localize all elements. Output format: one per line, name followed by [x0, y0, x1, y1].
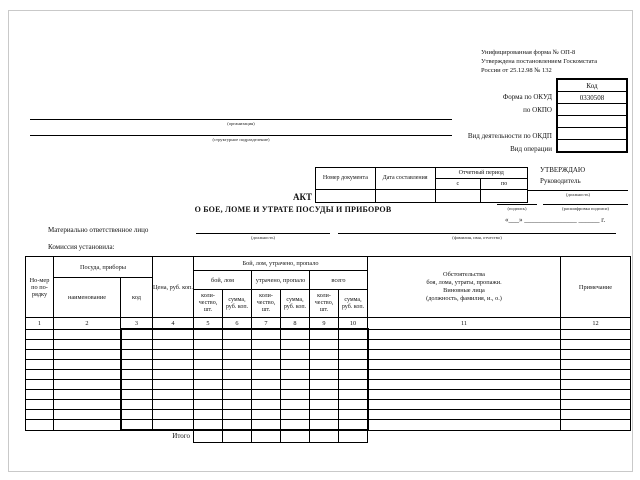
empty-cell: [339, 350, 368, 360]
empty-cell: [310, 380, 339, 390]
empty-cell: [54, 329, 121, 340]
operation-label: Вид операции: [510, 145, 552, 153]
empty-cell: [26, 370, 54, 380]
empty-cell: [339, 410, 368, 420]
col-header-sum-all: сумма, руб. коп.: [339, 290, 368, 318]
col-header-circumstances: [368, 257, 561, 318]
empty-cell: [339, 340, 368, 350]
empty-cell: [252, 360, 281, 370]
empty-cell: [561, 360, 631, 370]
empty-cell: [26, 420, 54, 431]
table-body: [26, 329, 631, 430]
empty-cell: [561, 350, 631, 360]
empty-cell: [194, 380, 223, 390]
circumstances-line-1: Обстоятельства: [443, 271, 485, 278]
empty-cell: [223, 380, 252, 390]
empty-cell: [281, 410, 310, 420]
period-to-header: по: [481, 179, 528, 190]
col-num-5: 5: [194, 318, 223, 330]
okpo-value: [557, 104, 627, 116]
empty-cell: [368, 410, 561, 420]
empty-cell: [153, 400, 194, 410]
table-row: [26, 329, 631, 340]
col-num-12: 12: [561, 318, 631, 330]
doc-date-header: Дата составления: [375, 168, 435, 190]
signature-hint: (подпись): [507, 206, 527, 211]
empty-cell: [561, 329, 631, 340]
signature-line: [497, 204, 537, 205]
period-from-header: с: [435, 179, 481, 190]
responsible-name-hint: (фамилия, имя, отчество): [452, 235, 502, 240]
sub-header-broken: бой, лом: [194, 271, 252, 290]
col-header-name: наименование: [54, 278, 121, 318]
period-header: Отчетный период: [435, 168, 528, 179]
col-num-8: 8: [281, 318, 310, 330]
circumstances-line-4: (должность, фамилия, и., о.): [426, 295, 502, 302]
empty-cell: [252, 370, 281, 380]
empty-cell: [121, 380, 153, 390]
col-num-11: 11: [368, 318, 561, 330]
meta-line-2: Утверждена постановлением Госкомстата: [481, 58, 598, 65]
empty-cell: [339, 390, 368, 400]
col-num-3: 3: [121, 318, 153, 330]
col-header-sum-lost: сумма, руб. коп.: [281, 290, 310, 318]
empty-cell: [153, 390, 194, 400]
empty-cell: [310, 340, 339, 350]
doc-number-header: Номер документа: [316, 168, 376, 190]
approve-position-line: [528, 190, 628, 191]
empty-cell: [368, 340, 561, 350]
empty-cell: [339, 370, 368, 380]
signature-name-hint: (расшифровка подписи): [562, 206, 609, 211]
empty-cell: [368, 329, 561, 340]
total-label: Итого: [172, 432, 190, 441]
col-header-number: Но-мер по по-рядку: [26, 257, 54, 318]
empty-cell: [561, 420, 631, 431]
empty-cell: [339, 420, 368, 431]
column-number-row: [26, 318, 631, 330]
empty-cell: [26, 380, 54, 390]
empty-cell: [26, 340, 54, 350]
empty-cell: [223, 390, 252, 400]
department-line: [30, 135, 452, 136]
empty-cell: [281, 350, 310, 360]
col-num-1: 1: [26, 318, 54, 330]
empty-cell: [281, 380, 310, 390]
empty-cell: [54, 340, 121, 350]
period-to-value: [481, 190, 528, 203]
act-subject: О БОЕ, ЛОМЕ И УТРАТЕ ПОСУДЫ И ПРИБОРОВ: [194, 205, 392, 214]
empty-cell: [54, 400, 121, 410]
col-header-qty-all: коли-чество, шт.: [310, 290, 339, 318]
col-header-price: Цена, руб. коп.: [153, 257, 194, 318]
empty-cell: [310, 400, 339, 410]
empty-cell: [223, 350, 252, 360]
empty-cell: [561, 400, 631, 410]
empty-cell: [561, 410, 631, 420]
empty-cell: [121, 329, 153, 340]
empty-cell: [223, 410, 252, 420]
table-row: [26, 370, 631, 380]
empty-cell: [281, 329, 310, 340]
approve-position-hint: (должность): [565, 192, 591, 197]
meta-line-1: Унифицированная форма № ОП-8: [481, 49, 576, 56]
empty-cell: [54, 350, 121, 360]
empty-cell: [121, 340, 153, 350]
empty-cell: [54, 420, 121, 431]
table-row: [26, 390, 631, 400]
empty-cell: [121, 370, 153, 380]
empty-cell: [121, 390, 153, 400]
empty-cell: [26, 410, 54, 420]
empty-cell: [252, 390, 281, 400]
empty-cell: [368, 420, 561, 431]
empty-cell: [339, 400, 368, 410]
group-header-dishes: Посуда, приборы: [54, 257, 153, 278]
empty-cell: [252, 380, 281, 390]
table-row: [26, 360, 631, 370]
empty-cell: [368, 360, 561, 370]
period-from-value: [435, 190, 481, 203]
empty-cell: [368, 370, 561, 380]
col-num-10: 10: [339, 318, 368, 330]
empty-cell: [121, 420, 153, 431]
department-hint: (структурное подразделение): [212, 137, 270, 142]
empty-cell: [223, 329, 252, 340]
empty-cell: [252, 329, 281, 340]
empty-cell: [310, 390, 339, 400]
signature-name-line: [543, 204, 628, 205]
code-header: Код: [557, 79, 627, 92]
empty-cell: [368, 380, 561, 390]
empty-cell: [310, 410, 339, 420]
empty-cell: [281, 390, 310, 400]
empty-cell: [153, 410, 194, 420]
doc-date-value: [375, 190, 435, 203]
empty-cell: [252, 410, 281, 420]
table-row: [26, 400, 631, 410]
empty-cell: [153, 360, 194, 370]
circumstances-line-3: Виновные лица: [443, 287, 485, 294]
sub-header-all: всего: [310, 271, 368, 290]
empty-cell: [26, 350, 54, 360]
empty-cell: [153, 380, 194, 390]
empty-cell: [54, 360, 121, 370]
okpo-label: по ОКПО: [523, 106, 552, 114]
empty-cell: [153, 420, 194, 431]
sub-header-lost: утрачено, пропало: [252, 271, 310, 290]
responsible-position-line: [196, 233, 330, 234]
act-title: АКТ: [292, 192, 312, 202]
total-spacer: [368, 430, 631, 443]
empty-cell: [54, 390, 121, 400]
empty-cell: [252, 350, 281, 360]
empty-cell: [223, 370, 252, 380]
okdp-value: [557, 128, 627, 140]
organization-line: [30, 119, 452, 120]
meta-line-3: России от 25.12.98 № 132: [481, 67, 552, 74]
empty-cell: [194, 410, 223, 420]
group-header-loss: Бой, лом, утрачено, пропало: [194, 257, 368, 271]
empty-cell: [153, 340, 194, 350]
code-box: [556, 78, 628, 153]
approve-role: Руководитель: [540, 177, 581, 185]
total-qty-broken: [194, 430, 223, 443]
okud-value: 0330508: [557, 92, 627, 104]
empty-cell: [26, 329, 54, 340]
empty-cell: [252, 340, 281, 350]
empty-cell: [194, 329, 223, 340]
main-table: [25, 256, 631, 443]
empty-cell: [310, 420, 339, 431]
empty-cell: [368, 390, 561, 400]
empty-cell: [561, 390, 631, 400]
col-num-6: 6: [223, 318, 252, 330]
empty-cell: [54, 380, 121, 390]
empty-cell: [281, 360, 310, 370]
col-header-qty-lost: коли-чество, шт.: [252, 290, 281, 318]
col-header-code: код: [121, 278, 153, 318]
col-header-qty-broken: коли-чество, шт.: [194, 290, 223, 318]
responsible-label: Материально ответственное лицо: [48, 226, 149, 234]
table-row: [26, 350, 631, 360]
empty-cell: [153, 350, 194, 360]
organization-hint: (организация): [227, 121, 255, 126]
empty-cell: [561, 370, 631, 380]
empty-cell: [26, 390, 54, 400]
empty-cell: [121, 350, 153, 360]
empty-cell: [194, 400, 223, 410]
operation-value: [557, 140, 627, 153]
spacer-cell: [557, 116, 627, 128]
approve-title: УТВЕРЖДАЮ: [540, 166, 586, 174]
okdp-label: Вид деятельности по ОКДП: [467, 132, 552, 140]
empty-cell: [339, 360, 368, 370]
doc-number-value: [316, 190, 376, 203]
empty-cell: [339, 380, 368, 390]
empty-cell: [310, 350, 339, 360]
circumstances-line-2: боя, лома, утраты, пропажи.: [426, 279, 502, 286]
empty-cell: [561, 340, 631, 350]
empty-cell: [310, 360, 339, 370]
total-sum-all: [339, 430, 368, 443]
empty-cell: [223, 400, 252, 410]
empty-cell: [561, 380, 631, 390]
col-header-sum-broken: сумма, руб. коп.: [223, 290, 252, 318]
total-row: [26, 430, 631, 443]
form-meta: [481, 48, 597, 75]
empty-cell: [310, 329, 339, 340]
empty-cell: [153, 370, 194, 380]
empty-cell: [223, 340, 252, 350]
okud-label: Форма по ОКУД: [502, 93, 552, 101]
empty-cell: [339, 329, 368, 340]
document-info-table: [315, 167, 528, 203]
commission-label: Комиссия установила:: [48, 243, 115, 251]
total-qty-all: [310, 430, 339, 443]
responsible-name-line: [338, 233, 616, 234]
empty-cell: [194, 370, 223, 380]
col-num-2: 2: [54, 318, 121, 330]
responsible-position-hint: (должность): [250, 235, 276, 240]
empty-cell: [121, 400, 153, 410]
empty-cell: [121, 360, 153, 370]
empty-cell: [281, 400, 310, 410]
empty-cell: [281, 420, 310, 431]
empty-cell: [223, 360, 252, 370]
total-qty-lost: [252, 430, 281, 443]
empty-cell: [121, 410, 153, 420]
empty-cell: [194, 390, 223, 400]
col-num-7: 7: [252, 318, 281, 330]
empty-cell: [281, 340, 310, 350]
empty-cell: [252, 400, 281, 410]
empty-cell: [368, 350, 561, 360]
table-row: [26, 420, 631, 431]
empty-cell: [194, 360, 223, 370]
empty-cell: [368, 400, 561, 410]
empty-cell: [194, 340, 223, 350]
col-header-note: Примечание: [561, 257, 631, 318]
table-row: [26, 410, 631, 420]
total-sum-lost: [281, 430, 310, 443]
table-row: [26, 340, 631, 350]
total-sum-broken: [223, 430, 252, 443]
empty-cell: [26, 400, 54, 410]
empty-cell: [252, 420, 281, 431]
approve-date-line: «___» _______________ ______ г.: [505, 216, 606, 224]
empty-cell: [194, 420, 223, 431]
empty-cell: [310, 370, 339, 380]
col-num-9: 9: [310, 318, 339, 330]
empty-cell: [54, 370, 121, 380]
empty-cell: [281, 370, 310, 380]
col-num-4: 4: [153, 318, 194, 330]
empty-cell: [194, 350, 223, 360]
empty-cell: [153, 329, 194, 340]
empty-cell: [223, 420, 252, 431]
empty-cell: [54, 410, 121, 420]
table-row: [26, 380, 631, 390]
empty-cell: [26, 360, 54, 370]
